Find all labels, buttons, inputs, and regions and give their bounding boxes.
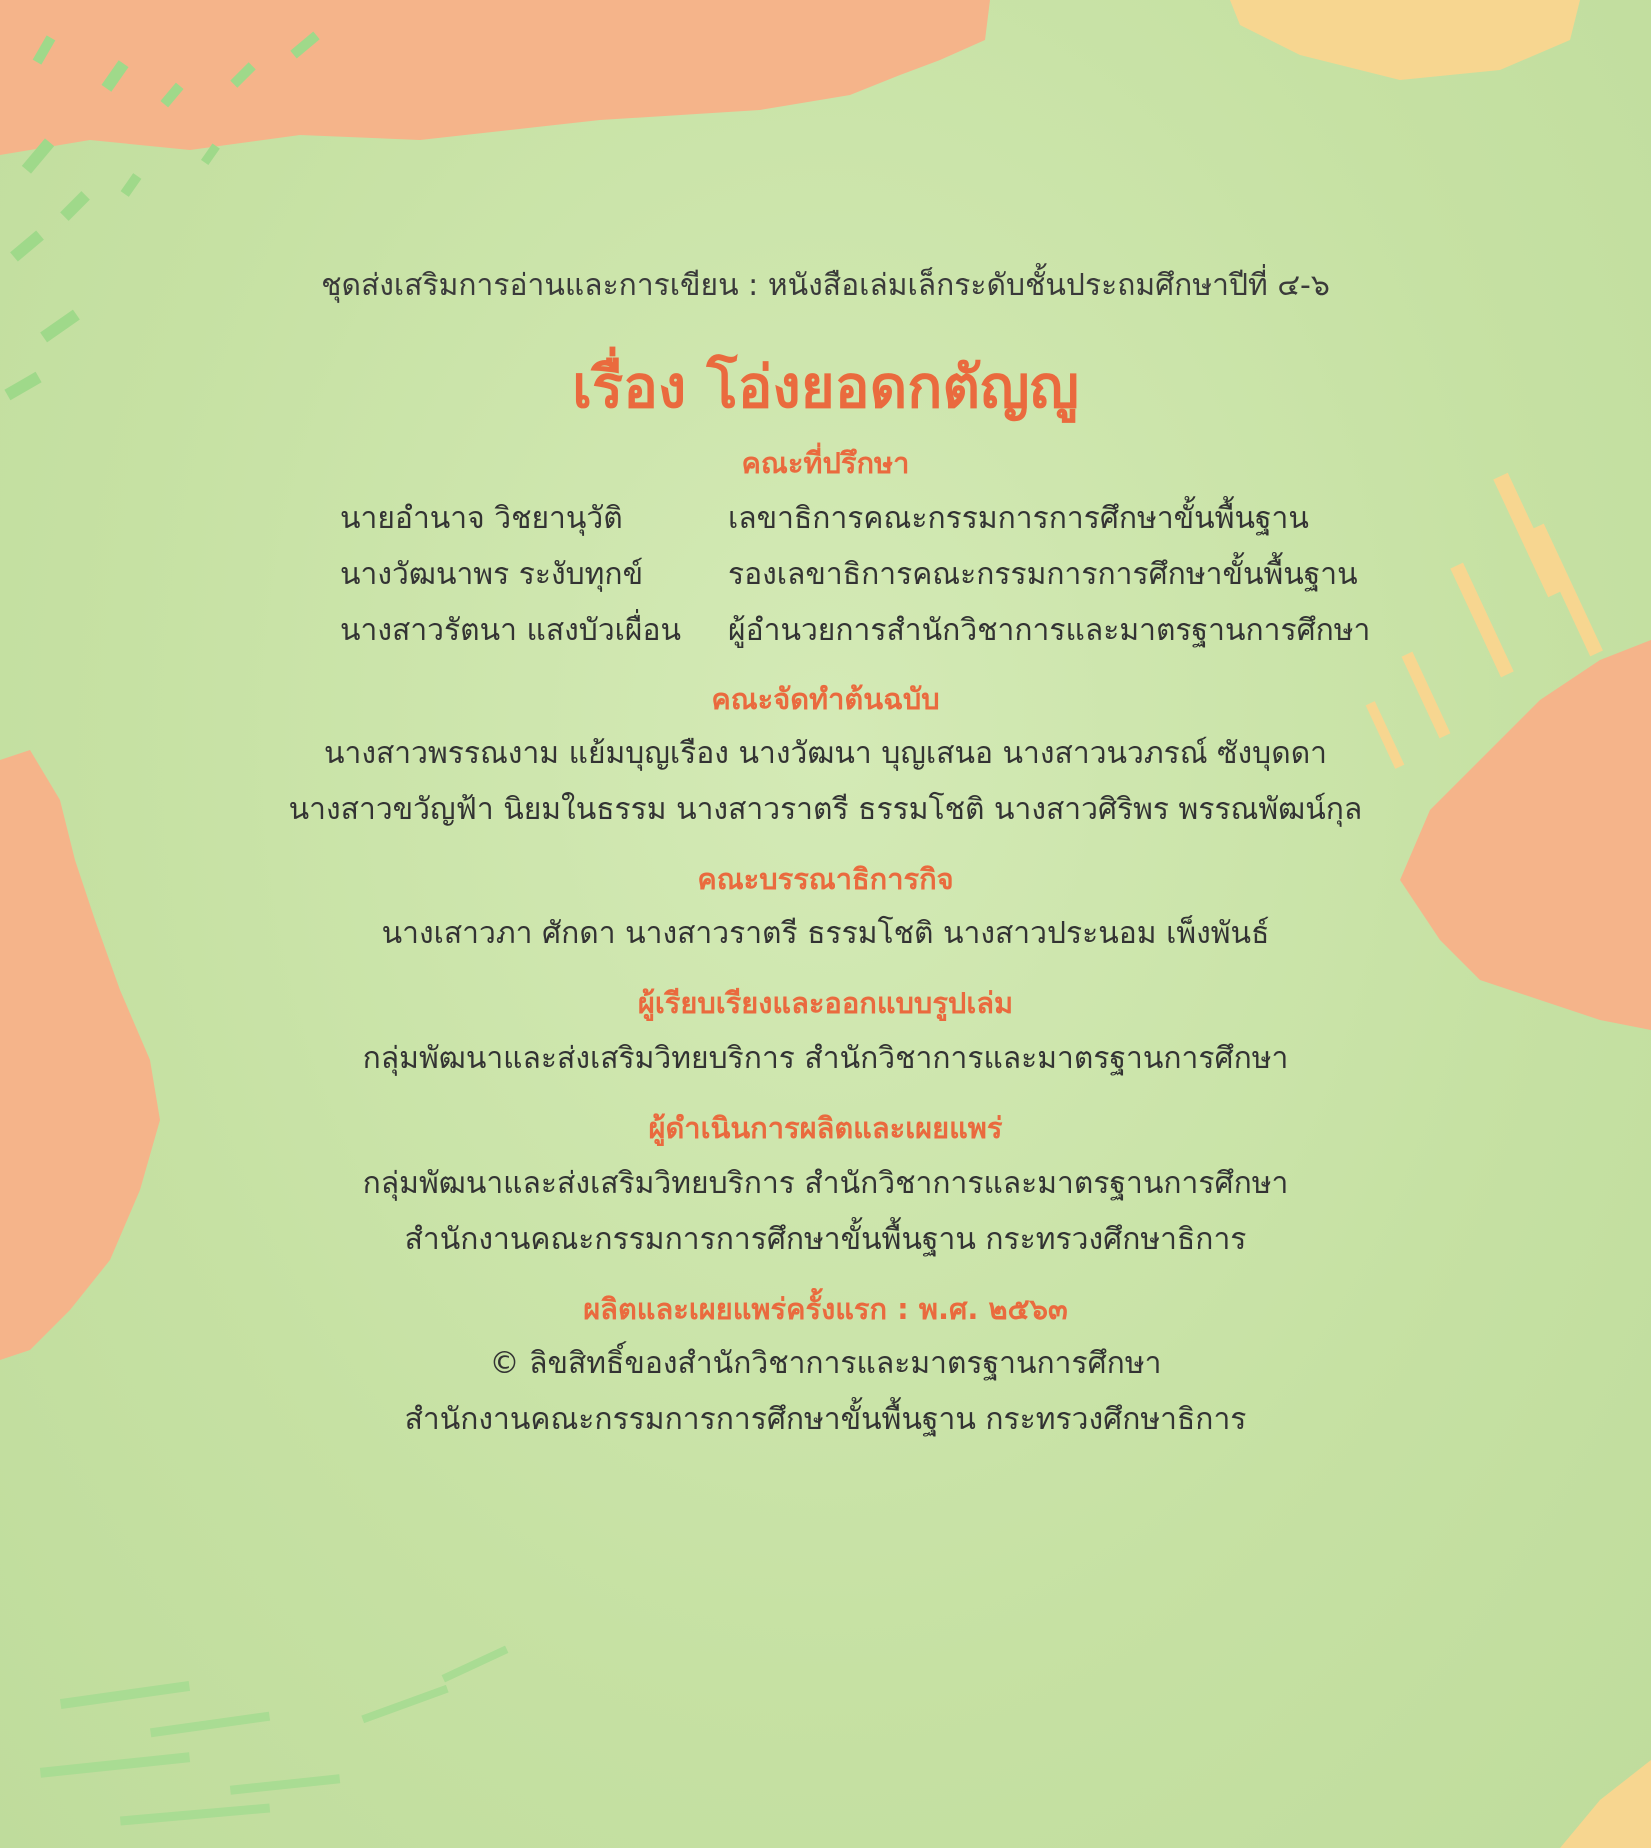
advisor-name: นายอำนาจ วิชยานุวัติ (340, 501, 623, 536)
first-publish-heading: ผลิตและเผยแพร่ครั้งแรก : พ.ศ. ๒๕๖๓ (583, 1292, 1068, 1326)
orange-brush-top (0, 0, 990, 155)
layout-design-heading: ผู้เรียบเรียงและออกแบบรูปเล่ม (637, 986, 1014, 1020)
layout-design-line: กลุ่มพัฒนาและส่งเสริมวิทยบริการ สำนักวิชาการและมาตรฐานการศึกษา (362, 1041, 1289, 1076)
advisor-role: เลขาธิการคณะกรรมการการศึกษาขั้นพื้นฐาน (728, 501, 1309, 536)
book-title: เรื่อง โอ่งยอดกตัญญู (572, 353, 1079, 421)
original-team-line: นางสาวขวัญฟ้า นิยมในธรรม นางสาวราตรี ธรรมโชติ นางสาวศิริพร พรรณพัฒน์กุล (288, 792, 1363, 827)
advisor-name: นางสาวรัตนา แสงบัวเผื่อน (340, 613, 682, 648)
producer-line: กลุ่มพัฒนาและส่งเสริมวิทยบริการ สำนักวิชาการและมาตรฐานการศึกษา (362, 1166, 1289, 1201)
advisor-name: นางวัฒนาพร ระงับทุกข์ (340, 557, 644, 592)
producer-heading: ผู้ดำเนินการผลิตและเผยแพร่ (648, 1111, 1003, 1145)
editors-heading: คณะบรรณาธิการกิจ (697, 862, 954, 896)
copyright-line: สำนักงานคณะกรรมการการศึกษาขั้นพื้นฐาน กระทรวงศึกษาธิการ (404, 1402, 1247, 1437)
advisor-role: ผู้อำนวยการสำนักวิชาการและมาตรฐานการศึกษา (728, 613, 1371, 648)
green-dashes-bottom (40, 1646, 509, 1826)
yellow-brush-top (1230, 0, 1580, 80)
advisor-role: รองเลขาธิการคณะกรรมการการศึกษาขั้นพื้นฐาน (728, 557, 1358, 592)
original-team-heading: คณะจัดทำต้นฉบับ (711, 682, 940, 716)
copyright-line: © ลิขสิทธิ์ของสำนักวิชาการและมาตรฐานการศึกษา (489, 1346, 1162, 1381)
editors-line: นางเสาวภา ศักดา นางสาวราตรี ธรรมโชติ นางสาวประนอม เพ็งพันธ์ (381, 916, 1270, 951)
advisors-heading: คณะที่ปรึกษา (741, 446, 910, 480)
yellow-brush-bottom-right (1560, 1760, 1651, 1848)
producer-line: สำนักงานคณะกรรมการการศึกษาขั้นพื้นฐาน กระทรวงศึกษาธิการ (404, 1222, 1247, 1257)
series-line: ชุดส่งเสริมการอ่านและการเขียน : หนังสือเล่มเล็กระดับชั้นประถมศึกษาปีที่ ๔-๖ (321, 268, 1330, 303)
original-team-line: นางสาวพรรณงาม แย้มบุญเรือง นางวัฒนา บุญเสนอ นางสาวนวภรณ์ ซังบุดดา (323, 736, 1328, 771)
